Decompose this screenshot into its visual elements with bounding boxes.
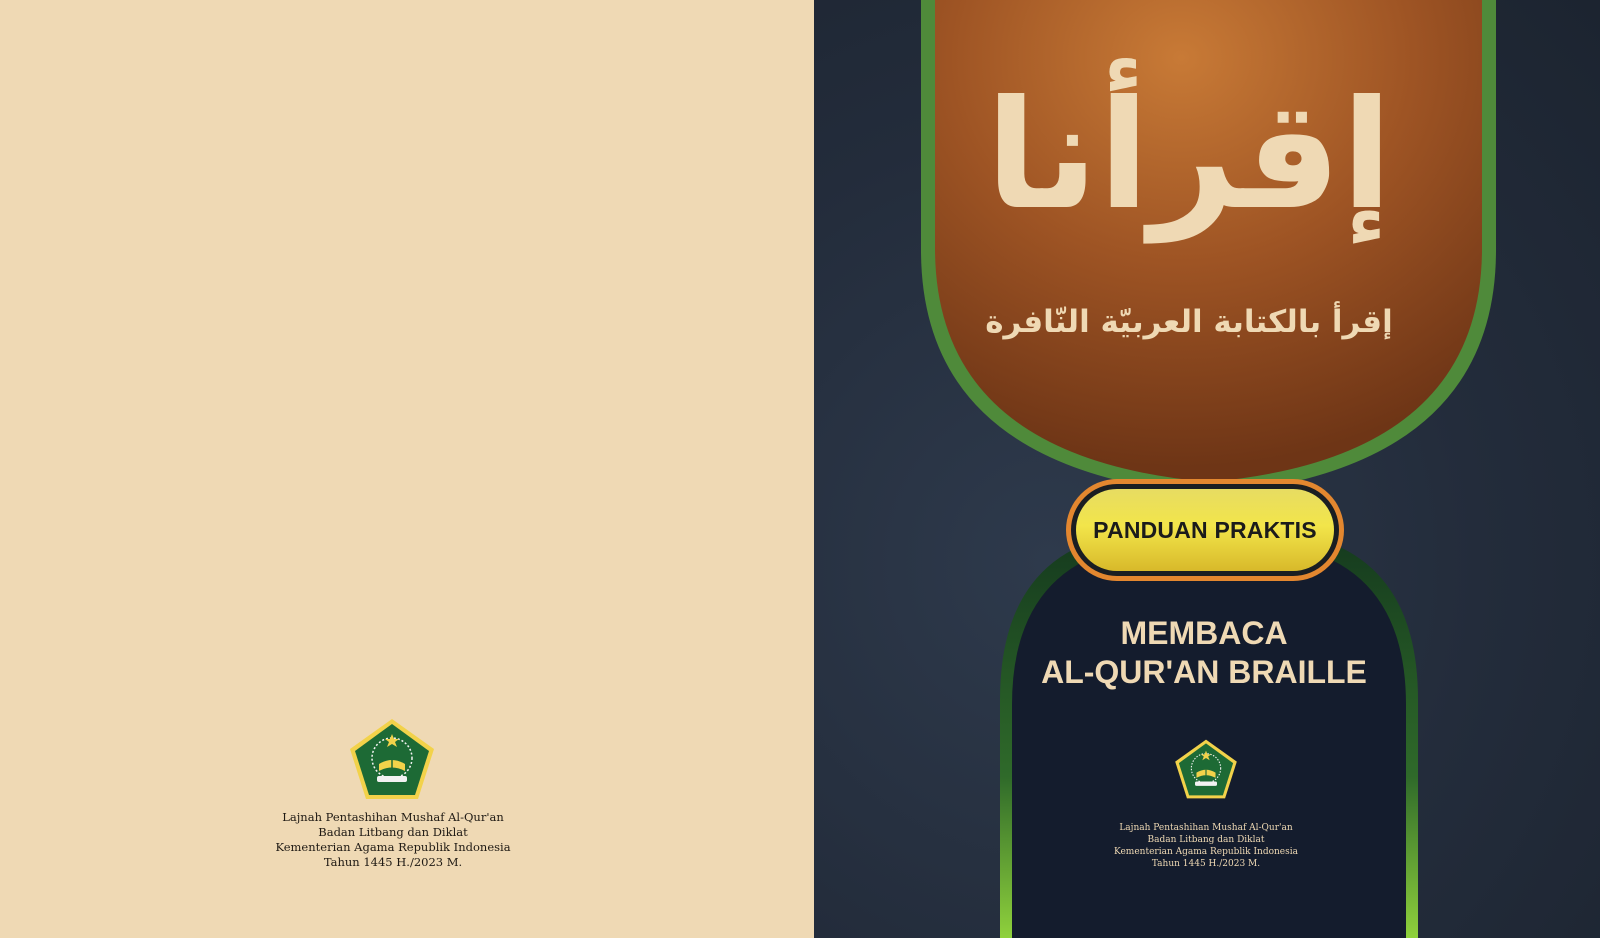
- publisher-line: Kementerian Agama Republik Indonesia: [275, 840, 511, 854]
- publisher-line: Badan Litbang dan Diklat: [1147, 835, 1265, 845]
- publisher-line: Tahun 1445 H./2023 M.: [323, 855, 463, 869]
- front-publisher-credits: [1076, 822, 1336, 870]
- front-cover: [814, 0, 1600, 938]
- guide-badge-label: PANDUAN PRAKTIS: [1076, 489, 1334, 571]
- main-title: [1004, 614, 1404, 692]
- kemenag-emblem-icon: [1173, 737, 1239, 801]
- publisher-line: Kementerian Agama Republik Indonesia: [1113, 847, 1298, 857]
- back-publisher-credits: [250, 810, 536, 870]
- main-title-line: AL-QUR'AN BRAILLE: [1041, 654, 1367, 690]
- publisher-line: Tahun 1445 H./2023 M.: [1151, 859, 1261, 869]
- publisher-line: Lajnah Pentashihan Mushaf Al-Qur'an: [282, 810, 504, 824]
- publisher-line: Lajnah Pentashihan Mushaf Al-Qur'an: [1119, 823, 1293, 833]
- main-title-line: MEMBACA: [1120, 615, 1288, 651]
- arabic-subtitle: إقرأ بالكتابة العربيّة النّافرة: [985, 304, 1393, 340]
- guide-badge: [1066, 479, 1344, 581]
- arabic-title: إقرأنا: [985, 69, 1393, 243]
- publisher-line: Badan Litbang dan Diklat: [318, 825, 468, 839]
- kemenag-emblem-icon: [347, 716, 437, 802]
